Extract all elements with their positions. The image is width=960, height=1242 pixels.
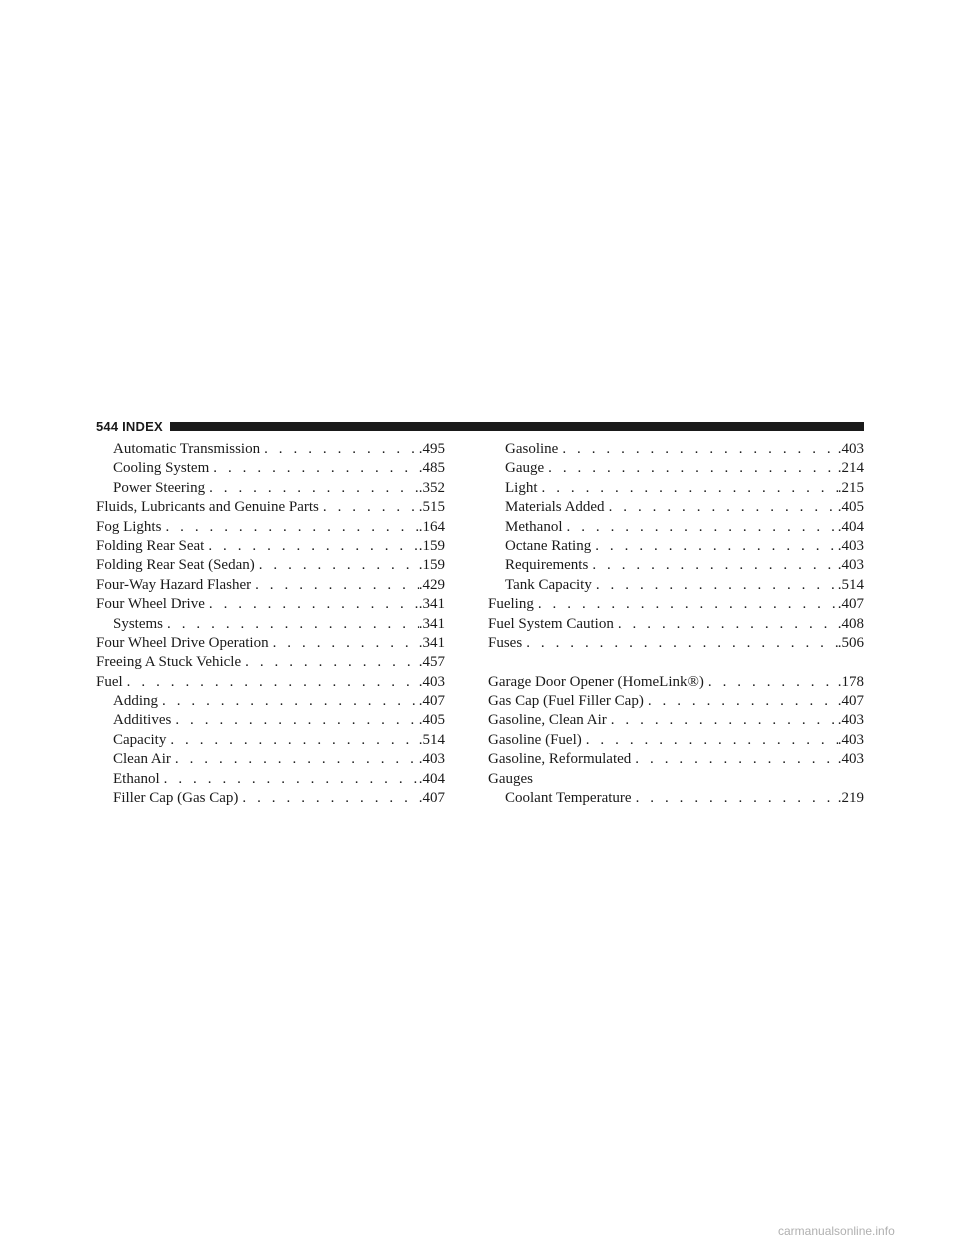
index-page-number: .407 bbox=[418, 790, 445, 807]
index-term: Fuses bbox=[488, 634, 523, 651]
index-term: Adding bbox=[113, 693, 158, 710]
index-term: Gasoline bbox=[505, 441, 559, 457]
index-page-number: .403 bbox=[418, 673, 445, 690]
index-page-number: .341 bbox=[418, 634, 445, 651]
index-page-number: .407 bbox=[837, 596, 864, 613]
index-term: Gauge bbox=[505, 460, 545, 477]
index-subentry bbox=[96, 440, 445, 459]
header-rule bbox=[170, 422, 864, 431]
dot-leader bbox=[163, 615, 419, 634]
dot-leader bbox=[614, 615, 838, 634]
index-entry bbox=[488, 750, 864, 769]
index-entry bbox=[488, 673, 864, 692]
index-subentry bbox=[488, 537, 864, 556]
index-page-number: .403 bbox=[837, 537, 864, 554]
index-term: Fuel bbox=[96, 673, 123, 690]
index-term: Four Wheel Drive bbox=[96, 596, 205, 613]
index-term: Cooling System bbox=[113, 460, 210, 477]
index-term: Automatic Transmission bbox=[113, 441, 261, 457]
index-page-number: .405 bbox=[837, 499, 864, 516]
index-page-number: .405 bbox=[418, 712, 445, 729]
index-term: Light bbox=[505, 479, 538, 496]
index-page-number: .457 bbox=[418, 654, 445, 671]
index-term: Coolant Temperature bbox=[505, 790, 632, 807]
index-subentry bbox=[488, 479, 864, 498]
index-page-number: .506 bbox=[837, 634, 864, 651]
index-entry bbox=[96, 634, 445, 653]
dot-leader bbox=[255, 556, 419, 575]
index-page-number: .403 bbox=[837, 751, 864, 768]
dot-leader bbox=[171, 750, 419, 769]
index-page-number: .352 bbox=[418, 479, 445, 496]
index-page-number: .219 bbox=[837, 790, 864, 807]
index-term: Four Wheel Drive Operation bbox=[96, 634, 269, 651]
dot-leader bbox=[251, 576, 419, 595]
index-entry bbox=[96, 653, 445, 672]
dot-leader bbox=[171, 711, 418, 730]
index-page-number: .407 bbox=[418, 693, 445, 710]
dot-leader bbox=[607, 711, 838, 730]
index-entry bbox=[96, 673, 445, 692]
index-page-number: .341 bbox=[418, 596, 445, 613]
dot-leader bbox=[588, 556, 837, 575]
index-term: Fog Lights bbox=[96, 518, 162, 535]
dot-leader bbox=[269, 634, 419, 653]
dot-leader bbox=[544, 459, 838, 478]
index-page-number: .403 bbox=[837, 557, 864, 574]
index-page-number: .515 bbox=[418, 499, 445, 516]
dot-leader bbox=[209, 459, 418, 478]
index-entry bbox=[488, 711, 864, 730]
dot-leader bbox=[319, 498, 419, 517]
index-page-number: .514 bbox=[837, 576, 864, 593]
dot-leader bbox=[632, 789, 838, 808]
dot-leader bbox=[704, 673, 838, 692]
index-term: Systems bbox=[113, 615, 164, 632]
index-entry bbox=[96, 518, 445, 537]
dot-leader bbox=[241, 653, 419, 672]
index-term: Freeing A Stuck Vehicle bbox=[96, 654, 242, 671]
index-entry bbox=[488, 731, 864, 750]
index-subentry bbox=[488, 556, 864, 575]
index-subentry bbox=[488, 498, 864, 517]
index-subentry bbox=[96, 789, 445, 808]
dot-leader bbox=[204, 537, 418, 556]
dot-leader bbox=[158, 692, 419, 711]
dot-leader bbox=[166, 731, 418, 750]
dot-leader bbox=[563, 518, 838, 537]
index-page-number: .164 bbox=[418, 518, 445, 535]
index-term: Capacity bbox=[113, 731, 167, 748]
index-term: Gauges bbox=[488, 770, 533, 787]
index-term: Requirements bbox=[505, 557, 589, 574]
index-page-number: .485 bbox=[418, 460, 445, 477]
dot-leader bbox=[592, 576, 838, 595]
index-page-number: .407 bbox=[837, 693, 864, 710]
index-subentry bbox=[488, 518, 864, 537]
index-term: Gasoline (Fuel) bbox=[488, 731, 582, 748]
index-term: Filler Cap (Gas Cap) bbox=[113, 790, 239, 807]
index-page-number: .404 bbox=[418, 770, 445, 787]
index-page-number: .403 bbox=[837, 712, 864, 729]
index-page-number: .403 bbox=[837, 731, 864, 748]
index-term: Gas Cap (Fuel Filler Cap) bbox=[488, 693, 644, 710]
dot-leader bbox=[558, 440, 837, 459]
index-subentry bbox=[96, 459, 445, 478]
index-subentry bbox=[96, 711, 445, 730]
index-term: Fuel System Caution bbox=[488, 615, 614, 632]
index-term: Additives bbox=[113, 712, 172, 729]
index-subentry bbox=[488, 440, 864, 459]
index-subentry bbox=[96, 692, 445, 711]
index-term: Octane Rating bbox=[505, 537, 592, 554]
index-page-number: .214 bbox=[837, 460, 864, 477]
index-subentry bbox=[488, 459, 864, 478]
index-page-number: .408 bbox=[837, 615, 864, 632]
index-subentry bbox=[488, 576, 864, 595]
index-page-number: .159 bbox=[418, 557, 445, 574]
index-subentry bbox=[96, 479, 445, 498]
index-term: Folding Rear Seat bbox=[96, 537, 205, 554]
index-entry bbox=[488, 692, 864, 711]
dot-leader bbox=[123, 673, 419, 692]
dot-leader bbox=[522, 634, 838, 653]
index-entry bbox=[96, 537, 445, 556]
index-page-number: .403 bbox=[418, 751, 445, 768]
index-term: Tank Capacity bbox=[505, 576, 592, 593]
index-term: Materials Added bbox=[505, 499, 605, 516]
index-page-number: .495 bbox=[418, 441, 445, 457]
dot-leader bbox=[205, 479, 419, 498]
dot-leader bbox=[644, 692, 838, 711]
index-term: Fluids, Lubricants and Genuine Parts bbox=[96, 499, 319, 516]
page-number-label: 544 INDEX bbox=[96, 418, 163, 434]
dot-leader bbox=[238, 789, 418, 808]
index-term: Gasoline, Clean Air bbox=[488, 712, 607, 729]
index-page-number: .429 bbox=[418, 576, 445, 593]
index-term: Garage Door Opener (HomeLink®) bbox=[488, 673, 704, 690]
dot-leader bbox=[160, 770, 419, 789]
index-page-number: .341 bbox=[418, 615, 445, 632]
index-term: Fueling bbox=[488, 596, 534, 613]
index-term: Ethanol bbox=[113, 770, 160, 787]
index-entry bbox=[96, 595, 445, 614]
dot-leader bbox=[582, 731, 838, 750]
dot-leader bbox=[161, 518, 418, 537]
dot-leader bbox=[631, 750, 837, 769]
dot-leader bbox=[538, 479, 838, 498]
dot-leader bbox=[605, 498, 838, 517]
index-section-gap bbox=[488, 653, 864, 672]
index-subentry bbox=[96, 770, 445, 789]
index-term: Four-Way Hazard Flasher bbox=[96, 576, 252, 593]
index-column-left bbox=[96, 440, 445, 808]
index-page-number: .403 bbox=[837, 441, 864, 457]
page-header bbox=[96, 417, 864, 435]
index-entry bbox=[96, 576, 445, 595]
index-page-number: .178 bbox=[837, 673, 864, 690]
index-page-number: .514 bbox=[418, 731, 445, 748]
index-entry bbox=[488, 770, 864, 789]
index-subentry bbox=[96, 731, 445, 750]
index-entry bbox=[96, 498, 445, 517]
index-subentry bbox=[96, 615, 445, 634]
index-term: Gasoline, Reformulated bbox=[488, 751, 632, 768]
dot-leader bbox=[534, 595, 838, 614]
index-term: Power Steering bbox=[113, 479, 206, 496]
watermark-text: carmanualsonline.info bbox=[778, 1224, 895, 1238]
index-column-right bbox=[488, 440, 864, 808]
index-term: Folding Rear Seat (Sedan) bbox=[96, 557, 255, 574]
index-entry bbox=[488, 595, 864, 614]
index-term: Clean Air bbox=[113, 751, 171, 768]
dot-leader bbox=[591, 537, 838, 556]
index-entry bbox=[488, 634, 864, 653]
index-page-number: .404 bbox=[837, 518, 864, 535]
index-page-number: .159 bbox=[418, 537, 445, 554]
index-page-number: .215 bbox=[837, 479, 864, 496]
index-entry bbox=[96, 556, 445, 575]
index-subentry bbox=[488, 789, 864, 808]
index-term: Methanol bbox=[505, 518, 563, 535]
dot-leader bbox=[260, 440, 419, 459]
dot-leader bbox=[205, 595, 419, 614]
index-subentry bbox=[96, 750, 445, 769]
index-entry bbox=[488, 615, 864, 634]
